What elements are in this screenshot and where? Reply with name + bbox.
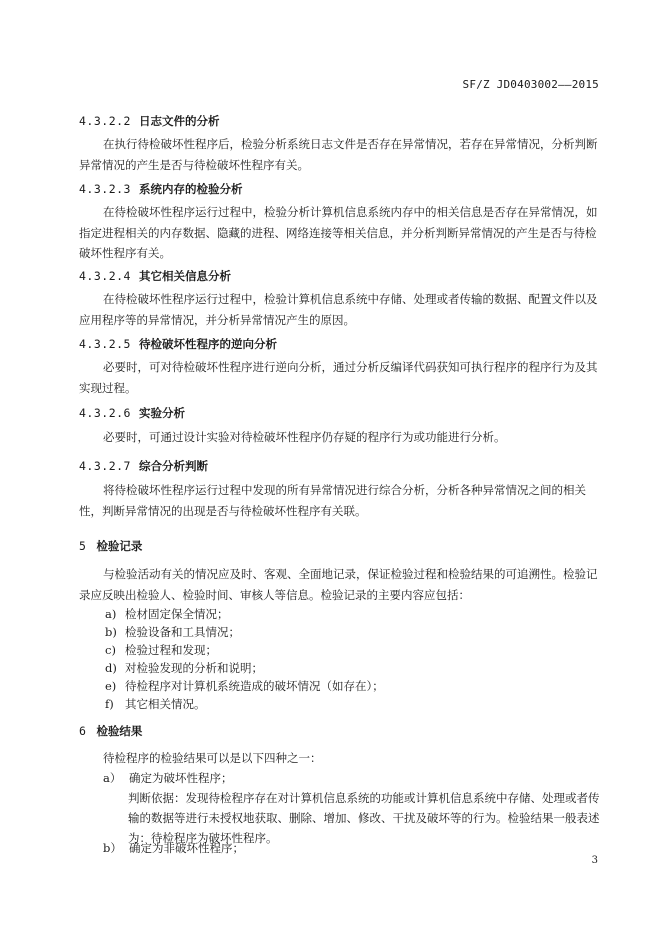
paragraph-4-3-2-3: 在待检破坏性程序运行过程中，检验分析计算机信息系统内存中的相关信息是否存在异常情况，如指定进程相关的内存数据、隐藏的进程、网络连接等相关信息，并分析判断异常情况的产生是否与待检破坏性程序有关。 — [79, 205, 598, 260]
list-item: a） 确定为破坏性程序； — [103, 771, 233, 785]
paragraph-4-3-2-4: 在待检破坏性程序运行过程中，检验计算机信息系统中存储、处理或者传输的数据、配置文件以及应用程序等的异常情况，并分析异常情况产生的原因。 — [79, 292, 598, 327]
heading-6 — [79, 723, 142, 739]
paragraph-6-intro: 待检程序的检验结果可以是以下四种之一： — [103, 751, 322, 765]
paragraph-5: 与检验活动有关的情况应及时、客观、全面地记录，保证检验过程和检验结果的可追溯性。检验记录应反映出检验人、检验时间、审核人等信息。检验记录的主要内容应包括： — [79, 567, 598, 602]
list-item: e) 待检程序对计算机系统造成的破坏情况（如存在）； — [105, 679, 384, 693]
list-item: d) 对检验发现的分析和说明； — [105, 661, 263, 675]
heading-number: 4.3.2.5 — [79, 337, 131, 351]
list-item: b) 检验设备和工具情况； — [105, 625, 240, 639]
document-code: SF/Z JD0403002——2015 — [462, 78, 599, 91]
heading-4-3-2-7 — [79, 458, 208, 474]
heading-number: 4.3.2.6 — [79, 406, 131, 420]
heading-4-3-2-5 — [79, 336, 277, 352]
heading-4-3-2-6 — [79, 405, 185, 421]
list-item: c) 检验过程和发现； — [105, 643, 217, 657]
heading-number: 4.3.2.7 — [79, 459, 131, 473]
paragraph-4-3-2-2: 在执行待检破坏性程序后，检验分析系统日志文件是否存在异常情况，若存在异常情况，分析判断异常情况的产生是否与待检破坏性程序有关。 — [79, 137, 598, 172]
list-item: b） 确定为非破坏性程序； — [103, 841, 244, 855]
heading-title: 检验记录 — [96, 539, 143, 553]
heading-number: 4.3.2.3 — [79, 182, 131, 196]
heading-4-3-2-4 — [79, 268, 231, 284]
heading-title: 实验分析 — [138, 406, 185, 420]
heading-5 — [79, 538, 142, 554]
heading-title: 系统内存的检验分析 — [138, 182, 243, 196]
heading-4-3-2-2 — [79, 113, 219, 129]
page-number: 3 — [591, 855, 598, 866]
heading-number: 4.3.2.2 — [79, 114, 131, 128]
list-item: f) 其它相关情况。 — [105, 697, 206, 711]
heading-number: 4.3.2.4 — [79, 269, 131, 283]
paragraph-4-3-2-7: 将待检破坏性程序运行过程中发现的所有异常情况进行综合分析，分析各种异常情况之间的相关性，判断异常情况的出现是否与待检破坏性程序有关联。 — [79, 483, 586, 518]
heading-title: 待检破坏性程序的逆向分析 — [138, 337, 277, 351]
heading-number: 5 — [79, 539, 87, 553]
heading-title: 日志文件的分析 — [138, 114, 220, 128]
heading-title: 综合分析判断 — [138, 459, 208, 473]
paragraph-4-3-2-5: 必要时，可对待检破坏性程序进行逆向分析，通过分析反编译代码获知可执行程序的程序行为及其实现过程。 — [79, 360, 598, 395]
heading-title: 检验结果 — [96, 724, 143, 738]
list-item: a) 检材固定保全情况； — [105, 607, 229, 621]
list-item-detail: 判断依据：发现待检程序存在对计算机信息系统的功能或计算机信息系统中存储、处理或者传输的数据等进行未授权地获取、删除、增加、修改、干扰及破坏等的行为。检验结果一般表述为：待检程序为破坏性程序。 — [128, 791, 600, 845]
heading-title: 其它相关信息分析 — [138, 269, 231, 283]
paragraph-4-3-2-6: 必要时，可通过设计实验对待检破坏性程序仍存疑的程序行为或功能进行分析。 — [103, 430, 506, 444]
heading-number: 6 — [79, 724, 87, 738]
heading-4-3-2-3 — [79, 181, 242, 197]
